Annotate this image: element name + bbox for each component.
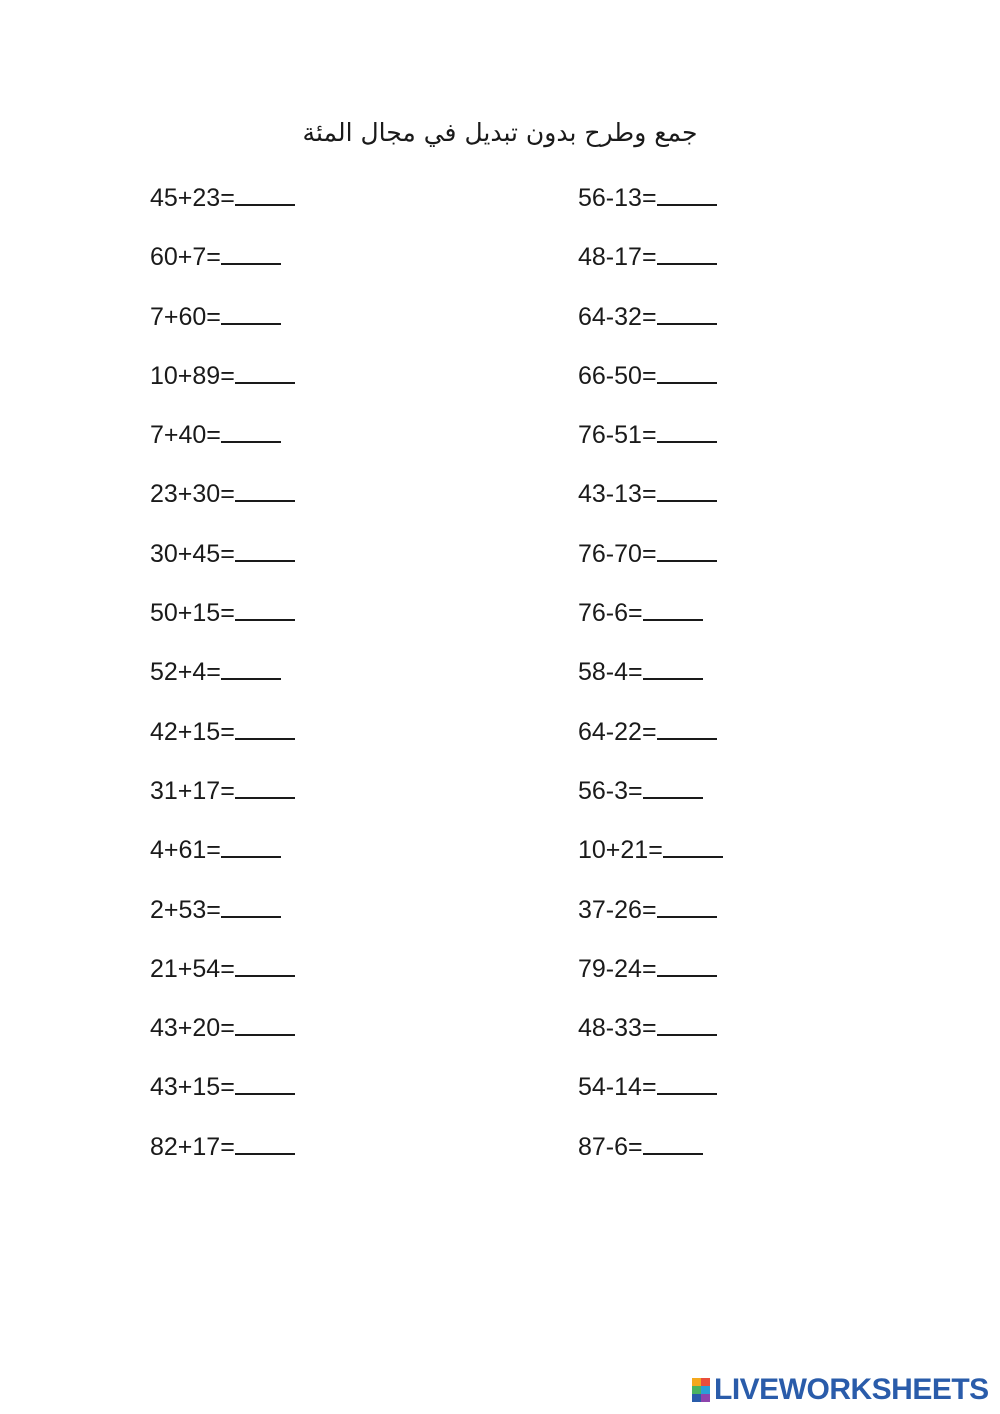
problem-expression: 48-17= bbox=[578, 243, 657, 272]
left-problem bbox=[150, 1067, 295, 1126]
problem-expression: 21+54= bbox=[150, 954, 235, 983]
logo-block bbox=[701, 1394, 710, 1402]
left-problem bbox=[150, 178, 295, 237]
right-problem bbox=[578, 1067, 723, 1126]
subtraction-column bbox=[578, 178, 723, 1186]
answer-blank[interactable] bbox=[657, 474, 717, 502]
problem-expression: 10+21= bbox=[578, 836, 663, 865]
problem-expression: 7+60= bbox=[150, 302, 221, 331]
left-problem bbox=[150, 1127, 295, 1186]
answer-blank[interactable] bbox=[657, 1067, 717, 1095]
logo-block bbox=[692, 1394, 701, 1402]
problem-expression: 52+4= bbox=[150, 658, 221, 687]
answer-blank[interactable] bbox=[235, 949, 295, 977]
left-problem bbox=[150, 652, 295, 711]
problem-expression: 87-6= bbox=[578, 1132, 643, 1161]
logo-block bbox=[701, 1386, 710, 1394]
answer-blank[interactable] bbox=[643, 593, 703, 621]
right-problem bbox=[578, 237, 723, 296]
worksheet-title: جمع وطرح بدون تبديل في مجال المئة bbox=[302, 118, 698, 147]
problem-expression: 82+17= bbox=[150, 1132, 235, 1161]
left-problem bbox=[150, 771, 295, 830]
problem-expression: 76-70= bbox=[578, 539, 657, 568]
logo-block bbox=[692, 1386, 701, 1394]
answer-blank[interactable] bbox=[221, 890, 281, 918]
left-problem bbox=[150, 356, 295, 415]
right-problem bbox=[578, 356, 723, 415]
answer-blank[interactable] bbox=[657, 237, 717, 265]
answer-blank[interactable] bbox=[235, 1067, 295, 1095]
problem-expression: 42+15= bbox=[150, 717, 235, 746]
left-problem bbox=[150, 1008, 295, 1067]
logo-block bbox=[701, 1378, 710, 1386]
problem-expression: 76-51= bbox=[578, 421, 657, 450]
problem-expression: 58-4= bbox=[578, 658, 643, 687]
answer-blank[interactable] bbox=[643, 1127, 703, 1155]
answer-blank[interactable] bbox=[657, 356, 717, 384]
answer-blank[interactable] bbox=[657, 1008, 717, 1036]
right-problem bbox=[578, 593, 723, 652]
right-problem bbox=[578, 771, 723, 830]
problem-expression: 64-32= bbox=[578, 302, 657, 331]
left-problem bbox=[150, 949, 295, 1008]
problem-expression: 50+15= bbox=[150, 599, 235, 628]
answer-blank[interactable] bbox=[643, 652, 703, 680]
answer-blank[interactable] bbox=[221, 297, 281, 325]
answer-blank[interactable] bbox=[657, 415, 717, 443]
problem-expression: 30+45= bbox=[150, 539, 235, 568]
right-problem bbox=[578, 534, 723, 593]
problem-expression: 48-33= bbox=[578, 1014, 657, 1043]
answer-blank[interactable] bbox=[235, 474, 295, 502]
answer-blank[interactable] bbox=[221, 237, 281, 265]
right-problem bbox=[578, 1008, 723, 1067]
answer-blank[interactable] bbox=[643, 771, 703, 799]
problem-expression: 76-6= bbox=[578, 599, 643, 628]
problem-expression: 60+7= bbox=[150, 243, 221, 272]
answer-blank[interactable] bbox=[235, 534, 295, 562]
right-problem bbox=[578, 178, 723, 237]
answer-blank[interactable] bbox=[235, 356, 295, 384]
answer-blank[interactable] bbox=[657, 534, 717, 562]
problem-expression: 79-24= bbox=[578, 954, 657, 983]
right-problem bbox=[578, 652, 723, 711]
logo-icon bbox=[692, 1378, 710, 1402]
right-problem bbox=[578, 890, 723, 949]
problem-expression: 23+30= bbox=[150, 480, 235, 509]
problem-expression: 7+40= bbox=[150, 421, 221, 450]
addition-column bbox=[150, 178, 295, 1186]
answer-blank[interactable] bbox=[235, 593, 295, 621]
problem-expression: 43-13= bbox=[578, 480, 657, 509]
left-problem bbox=[150, 474, 295, 533]
logo-text: LIVEWORKSHEETS bbox=[714, 1373, 989, 1406]
answer-blank[interactable] bbox=[235, 771, 295, 799]
left-problem bbox=[150, 415, 295, 474]
liveworksheets-logo bbox=[692, 1374, 989, 1406]
left-problem bbox=[150, 890, 295, 949]
answer-blank[interactable] bbox=[221, 652, 281, 680]
left-problem bbox=[150, 593, 295, 652]
left-problem bbox=[150, 712, 295, 771]
problem-expression: 64-22= bbox=[578, 717, 657, 746]
answer-blank[interactable] bbox=[657, 890, 717, 918]
logo-block bbox=[692, 1378, 701, 1386]
answer-blank[interactable] bbox=[657, 297, 717, 325]
answer-blank[interactable] bbox=[657, 949, 717, 977]
problem-expression: 37-26= bbox=[578, 895, 657, 924]
answer-blank[interactable] bbox=[221, 830, 281, 858]
right-problem bbox=[578, 830, 723, 889]
problem-expression: 56-13= bbox=[578, 184, 657, 212]
left-problem bbox=[150, 830, 295, 889]
right-problem bbox=[578, 1127, 723, 1186]
right-problem bbox=[578, 474, 723, 533]
left-problem bbox=[150, 534, 295, 593]
problem-expression: 31+17= bbox=[150, 776, 235, 805]
right-problem bbox=[578, 712, 723, 771]
right-problem bbox=[578, 949, 723, 1008]
problem-expression: 2+53= bbox=[150, 895, 221, 924]
problem-expression: 66-50= bbox=[578, 361, 657, 390]
answer-blank[interactable] bbox=[657, 178, 717, 206]
answer-blank[interactable] bbox=[657, 712, 717, 740]
answer-blank[interactable] bbox=[235, 1008, 295, 1036]
problem-expression: 43+15= bbox=[150, 1073, 235, 1102]
answer-blank[interactable] bbox=[221, 415, 281, 443]
problem-expression: 43+20= bbox=[150, 1014, 235, 1043]
problem-expression: 10+89= bbox=[150, 361, 235, 390]
answer-blank[interactable] bbox=[235, 178, 295, 206]
left-problem bbox=[150, 297, 295, 356]
problem-expression: 54-14= bbox=[578, 1073, 657, 1102]
right-problem bbox=[578, 415, 723, 474]
right-problem bbox=[578, 297, 723, 356]
answer-blank[interactable] bbox=[663, 830, 723, 858]
left-problem bbox=[150, 237, 295, 296]
problem-expression: 45+23= bbox=[150, 184, 235, 212]
answer-blank[interactable] bbox=[235, 712, 295, 740]
problem-expression: 56-3= bbox=[578, 776, 643, 805]
answer-blank[interactable] bbox=[235, 1127, 295, 1155]
problem-expression: 4+61= bbox=[150, 836, 221, 865]
